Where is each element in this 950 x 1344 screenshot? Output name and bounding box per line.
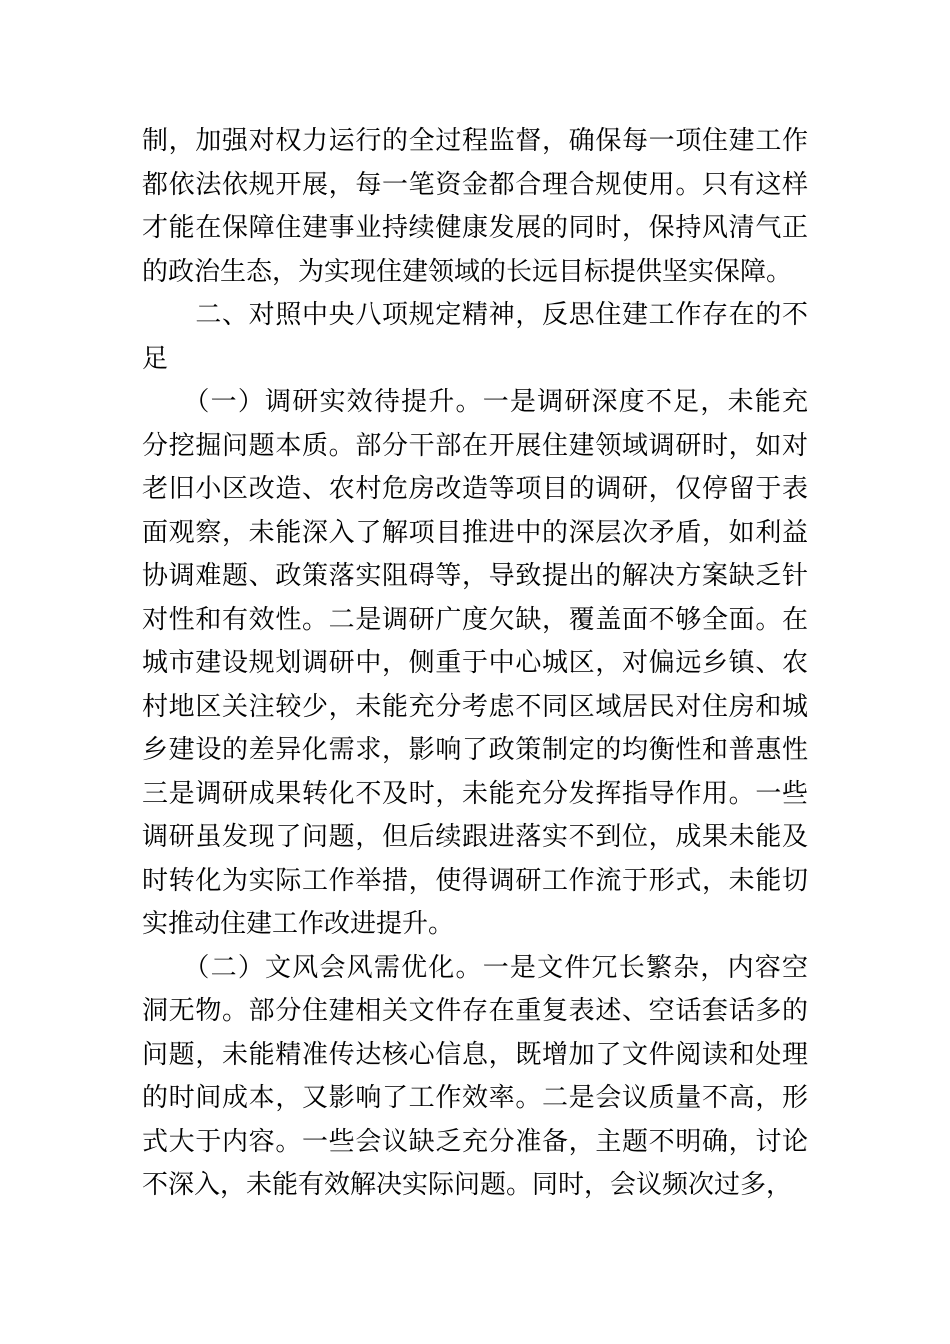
text-line: 都依法依规开展，每一笔资金都合理合规使用。只有这样 [142, 169, 808, 200]
subsection-1-paragraph [142, 381, 808, 947]
document-body [142, 120, 808, 1208]
text-line: 才能在保障住建事业持续健康发展的同时，保持风清气正 [142, 213, 808, 243]
text-line: 的政治生态，为实现住建领域的长远目标提供坚实保障。 [142, 256, 793, 287]
text-line: 的时间成本，又影响了工作效率。二是会议质量不高，形 [142, 1083, 808, 1113]
text-line: 二、对照中央八项规定精神，反思住建工作存在的不 [142, 300, 808, 330]
text-line: 调研虽发现了问题，但后续跟进落实不到位，成果未能及 [142, 822, 808, 852]
section-heading [142, 294, 808, 381]
text-line: 不深入，未能有效解决实际问题。同时，会议频次过多， [142, 1170, 793, 1200]
text-line: 洞无物。部分住建相关文件存在重复表述、空话套话多的 [142, 996, 808, 1026]
subsection-2-paragraph [142, 947, 808, 1208]
text-line: 分挖掘问题本质。部分干部在开展住建领域调研时，如对 [142, 430, 808, 461]
text-line: 对性和有效性。二是调研广度欠缺，覆盖面不够全面。在 [142, 604, 808, 635]
text-line: 问题，未能精准传达核心信息，既增加了文件阅读和处理 [142, 1039, 808, 1070]
text-line: 乡建设的差异化需求，影响了政策制定的均衡性和普惠性 [142, 735, 808, 765]
text-line: 实推动住建工作改进提升。 [142, 909, 455, 939]
text-line: 制，加强对权力运行的全过程监督，确保每一项住建工作 [142, 126, 808, 156]
text-line: 协调难题、政策落实阻碍等，导致提出的解决方案缺乏针 [142, 561, 808, 591]
text-line: 城市建设规划调研中，侧重于中心城区，对偏远乡镇、农 [142, 648, 808, 678]
text-line: 面观察，未能深入了解项目推进中的深层次矛盾，如利益 [142, 517, 808, 548]
text-line: 三是调研成果转化不及时，未能充分发挥指导作用。一些 [142, 778, 808, 809]
text-line: （一）调研实效待提升。一是调研深度不足，未能充 [142, 387, 808, 417]
text-line: 村地区关注较少，未能充分考虑不同区域居民对住房和城 [142, 691, 808, 722]
text-line: 足 [142, 343, 169, 374]
continuation-paragraph [142, 120, 808, 294]
text-line: 式大于内容。一些会议缺乏充分准备，主题不明确，讨论 [142, 1126, 808, 1157]
text-line: 老旧小区改造、农村危房改造等项目的调研，仅停留于表 [142, 474, 808, 504]
text-line: （二）文风会风需优化。一是文件冗长繁杂，内容空 [142, 952, 808, 983]
text-line: 时转化为实际工作举措，使得调研工作流于形式，未能切 [142, 865, 808, 896]
